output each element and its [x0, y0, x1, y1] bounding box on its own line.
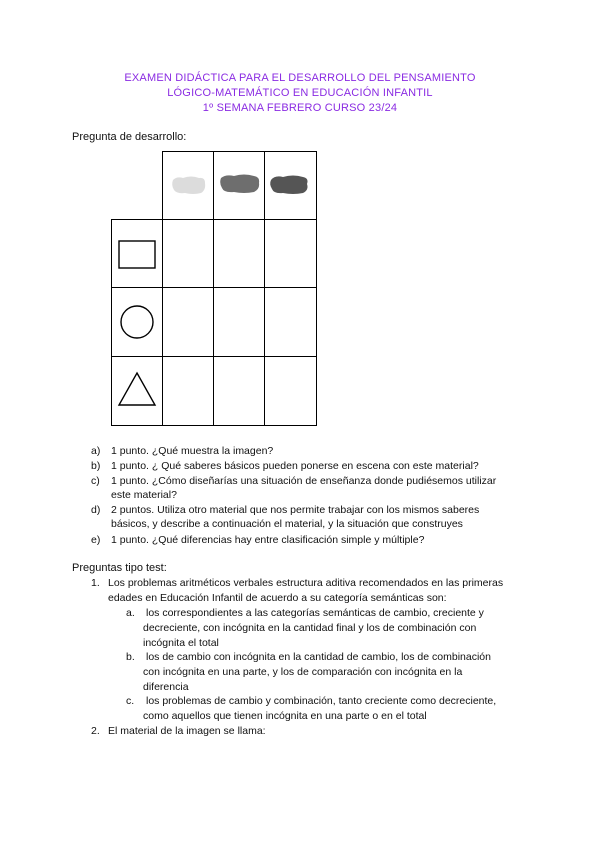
grid-cell [162, 356, 214, 426]
grid-cell [213, 287, 265, 357]
grid-cell [213, 219, 265, 288]
question-number: 2. [91, 725, 100, 737]
darker-gray-blob-icon [265, 152, 315, 219]
option-text-continued: diferencia [143, 681, 189, 693]
option-marker: b. [126, 651, 135, 663]
question-text: El material de la imagen se llama: [108, 725, 266, 737]
grid-cell [264, 219, 317, 288]
question-marker: a) [91, 445, 101, 457]
option-marker: c. [126, 695, 135, 707]
question-marker: e) [91, 534, 101, 546]
grid-row-header-rectangle [111, 219, 163, 288]
option-text-continued: incógnita el total [143, 637, 219, 649]
grid-cell [162, 219, 214, 288]
rectangle-shape-icon [112, 220, 162, 287]
grid-cell [264, 356, 317, 426]
option-text: los correspondientes a las categorías semánticas de cambio, creciente y [146, 607, 484, 619]
grid-cell [162, 287, 214, 357]
grid-cell [213, 356, 265, 426]
grid-row-header-triangle [111, 356, 163, 426]
test-heading: Preguntas tipo test: [72, 562, 167, 574]
question-text-continued: edades en Educación Infantil de acuerdo a su categoría semánticas son: [108, 592, 447, 604]
option-text: los de cambio con incógnita en la cantidad de cambio, los de combinación [146, 651, 491, 663]
question-text: Los problemas aritméticos verbales estructura aditiva recomendados en las primeras [108, 577, 504, 589]
option-marker: a. [126, 607, 135, 619]
light-gray-blob-icon [163, 152, 213, 219]
circle-shape-icon [112, 288, 162, 356]
exam-title-line-3: 1º SEMANA FEBRERO CURSO 23/24 [202, 102, 398, 114]
option-text-continued: decreciente, con incógnita en la cantidad final y los de combinación con [143, 622, 477, 634]
triangle-shape-icon [112, 357, 162, 425]
option-text: los problemas de cambio y combinación, tanto creciente como decreciente, [146, 695, 497, 707]
question-text: 1 punto. ¿Qué muestra la imagen? [111, 445, 274, 457]
grid-header-cell-medium [213, 151, 265, 220]
exam-title-line-2: LÓGICO-MATEMÁTICO EN EDUCACIÓN INFANTIL [167, 87, 433, 99]
option-text-continued: como aquellos que tienen incógnita en una parte o en el total [143, 710, 427, 722]
option-text-continued: con incógnita en una parte, y los de comparación con incógnita en la [143, 666, 463, 678]
grid-header-cell-dark [264, 151, 317, 220]
dark-gray-blob-icon [214, 152, 264, 219]
question-text-continued: este material? [111, 489, 177, 501]
grid-header-cell-light [162, 151, 214, 220]
question-marker: c) [91, 475, 100, 487]
question-marker: d) [91, 504, 101, 516]
question-text: 2 puntos. Utiliza otro material que nos permite trabajar con los mismos saberes [111, 504, 480, 516]
question-text-continued: básicos, y describe a continuación el material, y la situación que construyes [111, 518, 463, 530]
question-marker: b) [91, 460, 101, 472]
question-text: 1 punto. ¿ Qué saberes básicos pueden ponerse en escena con este material? [111, 460, 479, 472]
grid-cell [264, 287, 317, 357]
grid-row-header-circle [111, 287, 163, 357]
question-text: 1 punto. ¿Cómo diseñarías una situación de enseñanza donde pudiésemos utilizar [111, 475, 497, 487]
development-heading: Pregunta de desarrollo: [72, 131, 187, 143]
question-number: 1. [91, 577, 100, 589]
classification-grid-image [111, 151, 318, 426]
question-text: 1 punto. ¿Qué diferencias hay entre clasificación simple y múltiple? [111, 534, 425, 546]
exam-title-line-1: EXAMEN DIDÁCTICA PARA EL DESARROLLO DEL PENSAMIENTO [124, 72, 476, 84]
